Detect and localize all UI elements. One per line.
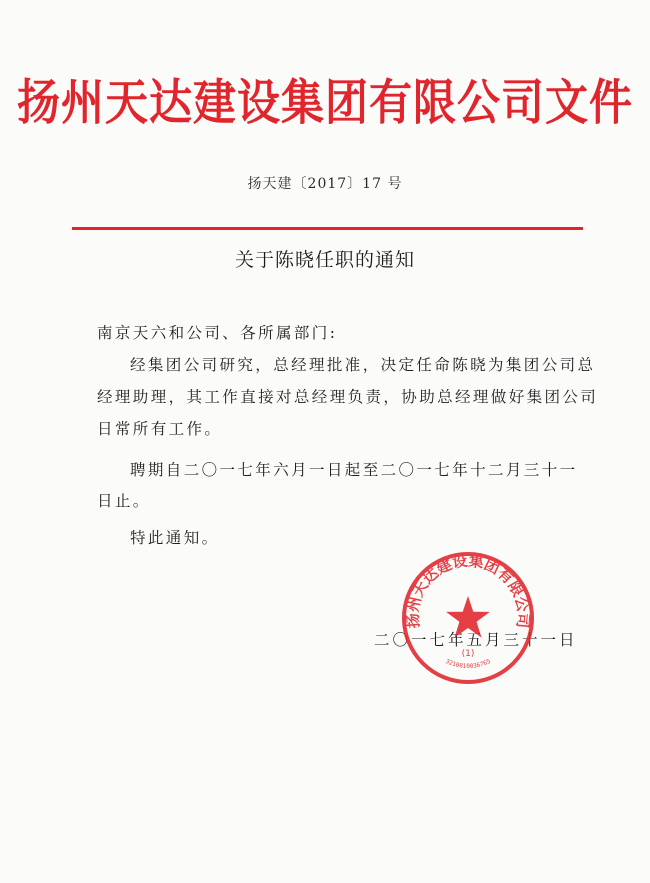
seal-star-icon (446, 596, 490, 638)
notice-title: 关于陈晓任职的通知 (234, 249, 415, 271)
document-header-title: 扬州天达建设集团有限公司文件 (17, 75, 633, 132)
seal-company-text: 扬州天达建设集团有限公司 (403, 551, 533, 629)
seal-sub-text: (1) (461, 649, 475, 659)
paragraph-2-line-1: 聘期自二〇一七年六月一日起至二〇一七年十二月三十一 (130, 461, 578, 479)
paragraph-1-line-2: 经理助理，其工作直接对总经理负责，协助总经理做好集团公司 (97, 388, 599, 406)
paragraph-2-line-2: 日止。 (97, 492, 151, 510)
document-number: 扬天建〔2017〕17 号 (247, 176, 403, 192)
paragraph-1-line-1: 经集团公司研究，总经理批准，决定任命陈晓为集团公司总 (130, 356, 596, 374)
seal-number-text: 3210810036765 (444, 657, 492, 670)
salutation: 南京天六和公司、各所属部门: (97, 324, 338, 342)
company-seal (398, 548, 538, 688)
issue-date: 二〇一七年五月三十一日 (374, 631, 578, 649)
red-divider-rule (72, 227, 583, 230)
closing-line: 特此通知。 (130, 529, 220, 547)
paragraph-1-line-3: 日常所有工作。 (97, 420, 223, 438)
